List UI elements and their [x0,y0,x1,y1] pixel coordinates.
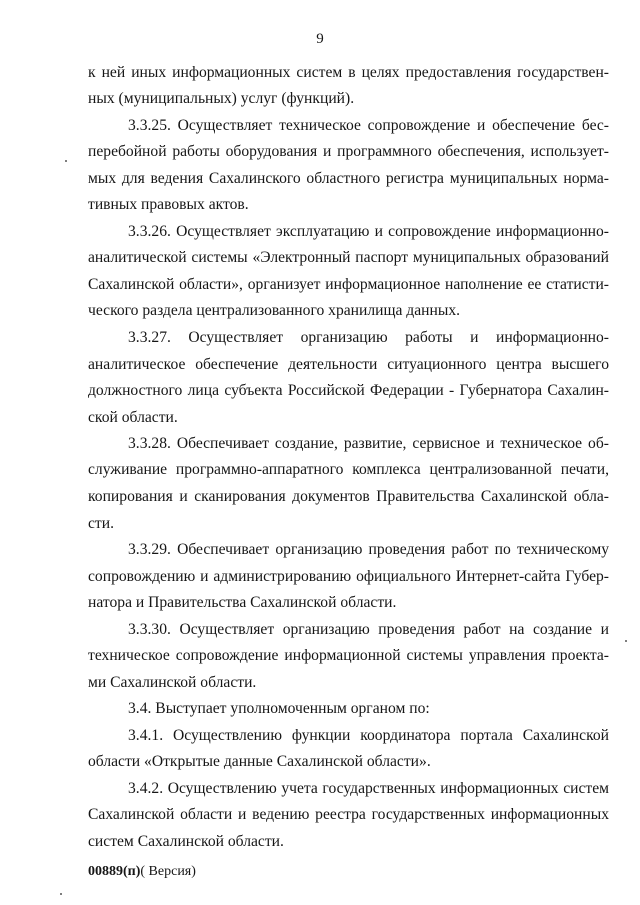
scan-speck [60,893,62,895]
text-line: сопровождению и администрированию официального Интернет-сайта Губер- [88,568,609,585]
text-line: к ней иных информационных систем в целях предоставления государствен- [88,64,609,81]
text-line: должностного лица субъекта Российской Федерации - Губернатора Сахалин- [88,382,609,399]
text-line: мых для ведения Сахалинского областного регистра муниципальных норма- [88,170,609,187]
text-line: 3.3.29. Обеспечивает организацию проведения работ по техническому [128,541,609,558]
page-number: 9 [316,31,324,47]
text-line: Сахалинской области», организует информационное наполнение ее статисти- [88,276,609,293]
text-line: систем Сахалинской области. [88,833,284,850]
text-line: служивание программно-аппаратного комплекса централизованной печати, [88,461,609,478]
text-line: ской области. [88,409,178,426]
text-line: натора и Правительства Сахалинской области. [88,594,397,611]
version-label: ( Версия) [140,864,196,879]
document-code [88,862,196,882]
text-line: копирования и сканирования документов Правительства Сахалинской обла- [88,488,609,505]
text-line: 3.3.26. Осуществляет эксплуатацию и сопровождение информационно- [128,223,609,240]
text-line: сти. [88,515,114,532]
text-line: 3.4.2. Осуществлению учета государственных информационных систем [128,780,609,797]
text-line: аналитической системы «Электронный паспорт муниципальных образований [88,249,609,266]
text-line: 3.4. Выступает уполномоченным органом по: [128,700,430,717]
text-line: перебойной работы оборудования и программного обеспечения, использует- [88,143,609,160]
text-line: Сахалинской области и ведению реестра государственных информационных [88,806,609,823]
text-line: ных (муниципальных) услуг (функций). [88,90,355,107]
text-line: ческого раздела централизованного хранилища данных. [88,302,461,319]
scan-speck [65,160,67,162]
text-line: тивных правовых актов. [88,196,249,213]
scan-speck [625,640,627,642]
text-line: 3.3.27. Осуществляет организацию работы и информационно- [128,329,609,346]
text-line: 3.3.30. Осуществляет организацию проведения работ на создание и [128,621,609,638]
doc-number: 00889(п) [88,864,141,879]
text-line: 3.3.25. Осуществляет техническое сопровождение и обеспечение бес- [128,117,609,134]
text-line: 3.4.1. Осуществлению функции координатора портала Сахалинской [128,727,609,744]
text-line: аналитическое обеспечение деятельности ситуационного центра высшего [88,356,609,373]
text-line: ми Сахалинской области. [88,674,257,691]
text-line: 3.3.28. Обеспечивает создание, развитие, сервисное и техническое об- [128,435,609,452]
text-line: техническое сопровождение информационной системы управления проекта- [88,647,609,664]
text-line: области «Открытые данные Сахалинской области». [88,753,431,770]
